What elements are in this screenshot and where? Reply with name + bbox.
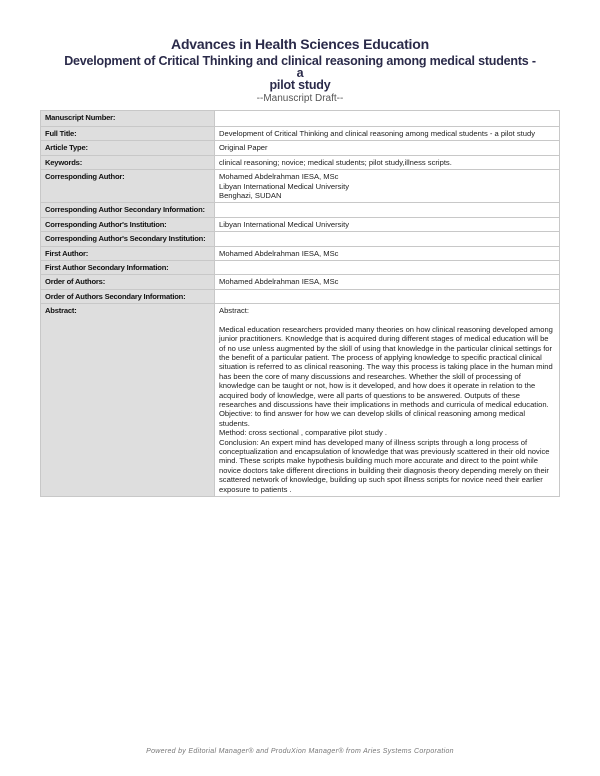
- row-value: Development of Critical Thinking and clinical reasoning among medical students - a pilot study: [215, 127, 560, 141]
- author-institution: Libyan International Medical University: [219, 181, 350, 191]
- row-corresponding-author: [41, 170, 560, 203]
- row-label: Order of Authors:: [41, 275, 215, 289]
- abstract-text: [215, 304, 560, 497]
- row-value: [215, 203, 560, 217]
- journal-name: Advances in Health Sciences Education: [171, 36, 429, 52]
- row-value: Mohamed Abdelrahman IESA, MSc: [215, 246, 560, 260]
- row-value: Mohamed Abdelrahman IESA, MSc: [215, 275, 560, 289]
- document-header: [0, 36, 600, 104]
- row-value: [215, 170, 560, 203]
- row-label: Abstract:: [41, 304, 215, 497]
- row-value: [215, 289, 560, 303]
- row-label: Order of Authors Secondary Information:: [41, 289, 215, 303]
- abstract-method: Method: cross sectional , comparative pilot study .: [219, 428, 387, 438]
- row-abstract: [41, 304, 560, 497]
- row-label: Corresponding Author's Institution:: [41, 217, 215, 231]
- title-line-1: Development of Critical Thinking and clinical reasoning among medical students - a: [64, 54, 536, 80]
- abstract-body: Medical education researchers provided many theories on how clinical reasoning developed among junior practitioners. Knowledge that is acquired during different stages of medical education will be of no use unless augmented by the skill of using that knowledge in the particular clinical settings for the benefit of a particular patient. The process of applying knowledge to specific practical clinical situation is referred to as clinical reasoning. The way this process is taking place in the human mind has been the core of many discussions and researches. Whether the skill of processing of knowledge can be taught or not, how is it developed, and how does it operate in relation to the acquired body of knowledge, were all parts of questions to be answered. Outputs of these researches and discussions have their implications in methods and curricula of medical education.: [219, 324, 553, 409]
- row-order-of-authors-secondary: [41, 289, 560, 303]
- row-full-title: [41, 127, 560, 141]
- row-corresponding-author-secondary: [41, 203, 560, 217]
- row-corresponding-author-secondary-institution: [41, 232, 560, 246]
- row-first-author: [41, 246, 560, 260]
- row-first-author-secondary: [41, 261, 560, 275]
- row-value: [215, 261, 560, 275]
- abstract-heading: Abstract:: [219, 306, 249, 316]
- row-corresponding-author-institution: [41, 217, 560, 231]
- abstract-conclusion: Conclusion: An expert mind has developed many of illness scripts through a long process of conceptualization and encapsulation of knowledge that was previously scattered in their old novice mind. These scripts make hypothesis building much more accurate and direct to the point while novice doctors take different directions in building their diagnosis theory depending merely on their scattered network of knowledge, building up such spot illness scripts for novice need their earlier exposure to patients .: [219, 437, 550, 494]
- row-label: Corresponding Author's Secondary Institution:: [41, 232, 215, 246]
- row-manuscript-number: [41, 111, 560, 127]
- abstract-objective: Objective: to find answer for how we can develop skills of clinical reasoning among medical students.: [219, 409, 526, 428]
- row-label: First Author Secondary Information:: [41, 261, 215, 275]
- author-name: Mohamed Abdelrahman IESA, MSc: [219, 172, 339, 182]
- footer-credit: Powered by Editorial Manager® and ProduXion Manager® from Aries Systems Corporation: [146, 748, 454, 755]
- row-value: Original Paper: [215, 141, 560, 155]
- row-value: clinical reasoning; novice; medical students; pilot study,illness scripts.: [215, 155, 560, 169]
- row-label: First Author:: [41, 246, 215, 260]
- row-label: Corresponding Author:: [41, 170, 215, 203]
- row-label: Manuscript Number:: [41, 111, 215, 127]
- draft-label: --Manuscript Draft--: [256, 93, 344, 104]
- author-location: Benghazi, SUDAN: [219, 191, 282, 201]
- title-line-2: pilot study: [269, 78, 331, 92]
- row-label: Corresponding Author Secondary Information:: [41, 203, 215, 217]
- row-value: [215, 111, 560, 127]
- row-label: Keywords:: [41, 155, 215, 169]
- manuscript-title: [60, 55, 540, 91]
- row-label: Article Type:: [41, 141, 215, 155]
- row-order-of-authors: [41, 275, 560, 289]
- row-value: [215, 232, 560, 246]
- row-article-type: [41, 141, 560, 155]
- manuscript-info-table: [40, 110, 560, 497]
- row-keywords: [41, 155, 560, 169]
- row-label: Full Title:: [41, 127, 215, 141]
- row-value: Libyan International Medical University: [215, 217, 560, 231]
